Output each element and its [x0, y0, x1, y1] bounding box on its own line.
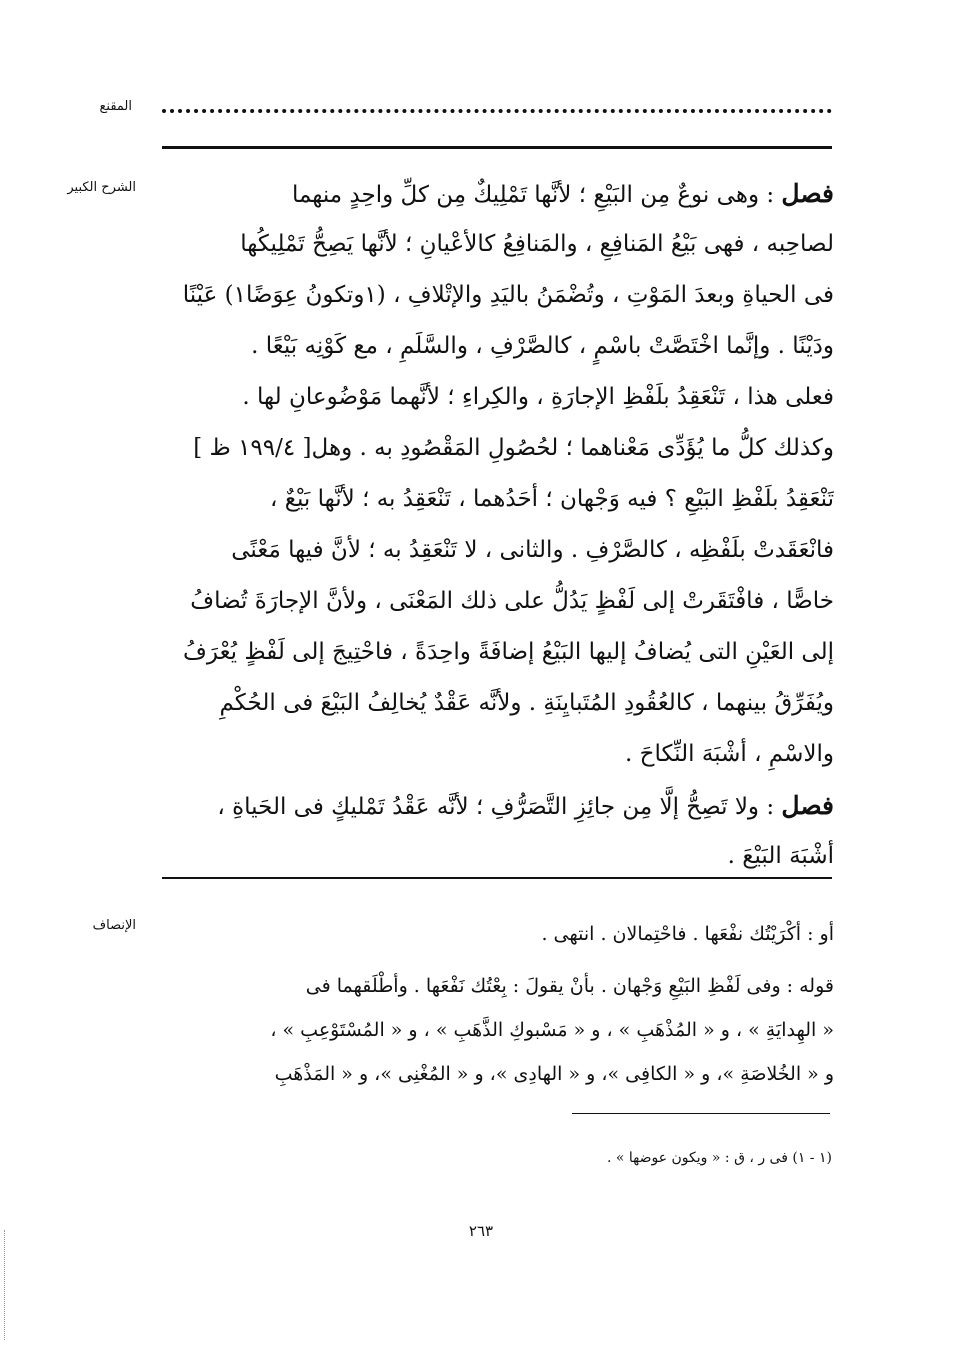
line-text: إلى العَيْنِ التى يُضافُ إليها البَيْعُ إضافَةً واحِدَةً ، فاحْتِيجَ إلى لَفْظٍ يُعْرَفُ — [183, 639, 834, 665]
line-text: : ولا تَصِحُّ إلَّا مِن جائِزِ التَّصَرُّفِ ؛ لأنَّه عَقْدُ تَمْليكٍ فى الحَياةِ ، — [217, 794, 782, 820]
line-text: لصاحِبه ، فهى بَيْعُ المَنافِعِ ، والمَنافِعُ كالأعْيانِ ؛ لأنَّها يَصِحُّ تَمْلِيكُها — [240, 231, 834, 257]
scan-edge-mark — [4, 1230, 6, 1340]
text-line — [162, 372, 834, 423]
text-line — [162, 270, 834, 321]
muqni-dotted-rule — [162, 109, 832, 113]
line-text: أشْبَهَ البَيْعَ . — [727, 843, 834, 869]
text-line — [162, 576, 834, 627]
sharh-margin-label: الشرح الكبير — [67, 180, 136, 195]
line-text: وكذلك كلُّ ما يُؤَدِّى مَعْناهما ؛ لحُصُولِ المَقْصُودِ به . وهل[ ١٩٩/٤ ظ ] — [193, 435, 834, 461]
text-line — [162, 678, 834, 729]
line-text: فى الحياةِ وبعدَ المَوْتِ ، وتُضْمَنُ باليَدِ والإتْلافِ ، (١وتكونُ عِوَضًا١) عَيْنًا — [182, 282, 834, 308]
text-line — [162, 525, 834, 576]
insaf-separator-rule — [162, 877, 832, 879]
sharh-top-rule — [162, 146, 832, 149]
insaf-text-block — [162, 912, 834, 1096]
insaf-margin-label: الإنصاف — [92, 918, 136, 933]
text-line: و « الخُلاصَةِ »، و « الكافِى »، و « الهادِى »، و « المُغْنِى »، و « المَذْهَبِ — [274, 1063, 834, 1085]
line-text: فانْعَقَدتْ بلَفْظِه ، كالصَّرْفِ . والثانى ، لا تَنْعَقِدُ به ؛ لأنَّ فيها مَعْنًى — [231, 537, 834, 563]
line-text: ودَيْنًا . وإنَّما اخْتَصَّتْ باسْمٍ ، كالصَّرْفِ ، والسَّلَمِ ، مع كَوْنِه بَيْعًا . — [251, 333, 834, 359]
line-text: : وهى نوعٌ مِن البَيْعِ ؛ لأنَّها تَمْلِيكٌ مِن كلِّ واحِدٍ منهما — [291, 182, 782, 208]
section-heading: فصل — [781, 791, 834, 820]
line-text: خاصًّا ، فافْتَقَرتْ إلى لَفْظٍ يَدُلُّ على ذلك المَعْنَى ، ولأنَّ الإجارَةَ تُضافُ — [190, 588, 834, 614]
text-line — [162, 423, 834, 474]
line-text: فعلى هذا ، تَنْعَقِدُ بلَفْظِ الإجارَةِ ، والكِراءِ ؛ لأنَّهما مَوْضُوعانِ لها . — [242, 384, 834, 410]
sharh-text-block — [162, 168, 834, 882]
text-line: « الهِدايَةِ » ، و « المُذْهَبِ » ، و « مَسْبوكِ الذَّهَبِ » ، و « المُسْتَوْعِبِ » ، — [270, 1019, 834, 1041]
text-line — [162, 780, 834, 831]
footnote-rule — [572, 1113, 830, 1114]
line-text: ويُفَرِّقُ بينهما ، كالعُقُودِ المُتَبايِنَةِ . ولأنَّه عَقْدٌ يُخالِفُ البَيْعَ فى الحُكْمِ — [219, 690, 834, 716]
text-line — [162, 168, 834, 219]
muqni-margin-label: المقنع — [99, 99, 132, 114]
text-line: أو : أكْرَيْتُك نفْعَها . فاحْتِمالان . انتهى . — [541, 923, 834, 945]
text-line — [162, 831, 834, 882]
line-text: والاسْمِ ، أشْبَهَ النِّكاحَ . — [625, 741, 834, 767]
page-number: ٢٦٣ — [468, 1222, 494, 1240]
text-line — [162, 474, 834, 525]
text-line: قوله : وفى لَفْظِ البَيْعِ وَجْهان . بأنْ يقولَ : بِعْتُك نَفْعَها . وأطْلَقهما فى — [305, 975, 834, 997]
text-line — [162, 729, 834, 780]
section-heading: فصل — [781, 179, 834, 208]
text-line — [162, 321, 834, 372]
text-line — [162, 627, 834, 678]
text-line — [162, 219, 834, 270]
line-text: تَنْعَقِدُ بلَفْظِ البَيْعِ ؟ فيه وَجْهان ؛ أحَدُهما ، تَنْعَقِدُ به ؛ لأنَّها بَيْعٌ ، — [270, 486, 834, 512]
footnote: (١ - ١) فى ر ، ق : « ويكون عوضها » . — [606, 1150, 832, 1166]
